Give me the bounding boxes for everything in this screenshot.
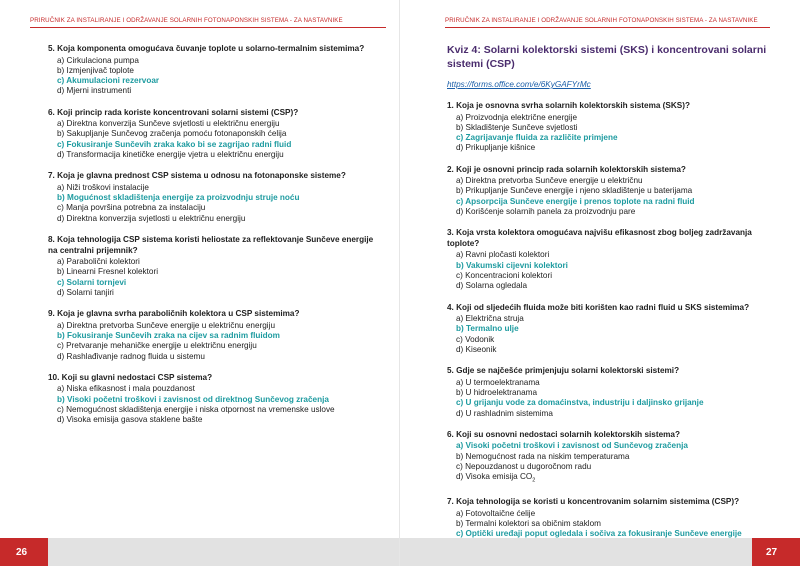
answer-option: d) Rashlađivanje radnog fluida u sistemu (57, 351, 205, 361)
question-block (48, 235, 378, 298)
answer-option: d) Direktna konverzija svjetlosti u električnu energiju (57, 213, 246, 223)
answer-option-correct: b) Vakumski cijevni kolektori (456, 260, 568, 270)
answer-option: b) Prikupljanje Sunčeve energije i njeno skladištenje u baterijama (456, 186, 693, 196)
question-text: 6. Koji su osnovni nedostaci solarnih kolektorskih sistema? (447, 429, 680, 439)
answer-option: d) Korišćenje solarnih panela za proizvodnju pare (456, 207, 636, 217)
question-text: 6. Koji princip rada koriste koncentrovani solarni sistemi (CSP)? (48, 107, 299, 117)
question-block (48, 171, 378, 224)
right-quiz-content (447, 44, 767, 561)
answer-option: d) Prikupljanje kišnice (456, 143, 536, 153)
answer-option-correct: c) Apsorpcija Sunčeve energije i prenos toplote na radni fluid (456, 196, 695, 206)
answer-option: b) Termalni kolektori sa običnim staklom (456, 519, 601, 529)
question-text: 7. Koja je glavna prednost CSP sistema u odnosu na fotonaponske sisteme? (48, 171, 346, 181)
quiz-title: Kviz 4: Solarni kolektorski sistemi (SKS) i koncentrovani solarni sistemi (CSP) (447, 44, 767, 70)
answer-option: a) Direktna konverzija Sunčeve svjetlosti u električnu energiju (57, 119, 280, 129)
question-text: 5. Koja komponenta omogućava čuvanje toplote u solarno-termalnim sistemima? (48, 44, 365, 53)
answer-option: a) Proizvodnja električne energije (456, 112, 578, 122)
question-text: 3. Koja vrsta kolektora omogućava najvišu efikasnost zbog boljeg zadržavanja toplote? (447, 228, 752, 248)
answer-option: a) Fotovoltaične ćelije (456, 508, 536, 518)
question-block (447, 303, 767, 356)
answer-option: c) Koncentracioni kolektori (456, 270, 553, 280)
answer-option: a) Niži troškovi instalacije (57, 182, 149, 192)
question-block (48, 44, 378, 97)
answer-option: b) Nemogućnost rada na niskim temperaturama (456, 451, 630, 461)
answer-option-correct: a) Visoki početni troškovi i zavisnost od Sunčevog zračenja (456, 441, 688, 451)
running-header: PRIRUČNIK ZA INSTALIRANJE I ODRŽAVANJE SOLARNIH FOTONAPONSKIH SISTEMA - ZA NASTAVNIKE (445, 17, 758, 24)
answer-option: a) U termoelektranama (456, 377, 540, 387)
running-header: PRIRUČNIK ZA INSTALIRANJE I ODRŽAVANJE SOLARNIH FOTONAPONSKIH SISTEMA - ZA NASTAVNIKE (30, 17, 343, 24)
answer-option-correct: b) Fokusiranje Sunčevih zraka na cijev sa radnim fluidom (57, 331, 280, 341)
answer-option-correct: c) U grijanju vode za domaćinstva, industriju i daljinsko grijanje (456, 398, 704, 408)
answer-option: b) Skladištenje Sunčeve svjetlosti (456, 122, 578, 132)
answer-option: b) U hidroelektranama (456, 388, 538, 398)
answer-option: a) Parabolični kolektori (57, 257, 140, 267)
co2-subscript: 2 (532, 477, 536, 484)
footer-bar (0, 538, 400, 566)
question-text: 1. Koja je osnovna svrha solarnih kolektorskih sistema (SKS)? (447, 101, 690, 110)
footer-bar (400, 538, 800, 566)
question-block (447, 228, 767, 291)
answer-option: d) Transformacija kinetičke energije vjetra u električnu energiju (57, 150, 284, 160)
answer-option: a) Ravni pločasti kolektori (456, 250, 550, 260)
answer-option: d) Mjerni instrumenti (57, 86, 132, 96)
answer-option-correct: b) Termalno ulje (456, 324, 519, 334)
answer-option-correct: c) Solarni tornjevi (57, 277, 127, 287)
answer-option: a) Direktna pretvorba Sunčeve energije u električnu energiju (57, 320, 276, 330)
left-quiz-content (48, 44, 378, 437)
header-rule (445, 27, 770, 28)
answer-option: d) Visoka emisija gasova staklene bašte (57, 415, 203, 425)
answer-option: d) Solarni tanjiri (57, 287, 114, 297)
question-block (48, 309, 378, 362)
answer-option: c) Nemogućnost skladištenja energije i niska otpornost na vremenske uslove (57, 405, 335, 415)
answer-option: c) Pretvaranje mehaničke energije u električnu energiju (57, 341, 257, 351)
answer-option: c) Manja površina potrebna za instalaciju (57, 203, 206, 213)
question-block (447, 430, 767, 486)
question-text: 5. Gdje se najčešće primjenjuju solarni kolektorski sistemi? (447, 366, 680, 376)
answer-option: b) Linearni Fresnel kolektori (57, 267, 159, 277)
page-number: 26 (16, 547, 28, 558)
answer-option: b) Sakupljanje Sunčevog zračenja pomoću fotonaponskih ćelija (57, 129, 287, 139)
co2-label: d) Visoka emisija CO (456, 472, 533, 482)
answer-option-correct: b) Visoki početni troškovi i zavisnost od direktnog Sunčevog zračenja (57, 394, 329, 404)
answer-option: d) U rashladnim sistemima (456, 408, 553, 418)
question-text: 4. Koji od sljedećih fluida može biti korišten kao radni fluid u SKS sistemima? (447, 302, 750, 312)
question-block (447, 366, 767, 419)
question-block (48, 108, 378, 161)
answer-option-correct: c) Fokusiranje Sunčevih zraka kako bi se zagrijao radni fluid (57, 139, 292, 149)
header-rule (30, 27, 386, 28)
answer-option: a) Cirkulaciona pumpa (57, 55, 139, 65)
answer-option-correct: b) Mogućnost skladištenja energije za proizvodnju struje noću (57, 193, 300, 203)
answer-option: a) Električna struja (456, 314, 524, 324)
answer-option: c) Nepouzdanost u dugoročnom radu (456, 462, 592, 472)
answer-option (447, 472, 767, 486)
answer-option: d) Solarna ogledala (456, 281, 528, 291)
answer-option: c) Vodonik (456, 334, 495, 344)
answer-option-correct: c) Optički uređaji poput ogledala i sočiva za fokusiranje Sunčeve energije (456, 529, 742, 539)
question-block (48, 373, 378, 426)
question-block (447, 101, 767, 154)
question-text: 2. Koji je osnovni princip rada solarnih kolektorskih sistema? (447, 164, 686, 174)
question-text: 7. Koja tehnologija se koristi u koncentrovanim solarnim sistemima (CSP)? (447, 497, 740, 507)
right-page (400, 0, 800, 566)
answer-option-correct: c) Akumulacioni rezervoar (57, 76, 160, 86)
question-block (447, 165, 767, 218)
question-text: 8. Koja tehnologija CSP sistema koristi heliostate za reflektovanje Sunčeve energije na centralni prijemnik? (48, 235, 374, 255)
question-list (447, 101, 767, 550)
answer-option: a) Direktna pretvorba Sunčeve energije u električnu (456, 176, 643, 186)
answer-option: d) Kiseonik (456, 344, 497, 354)
quiz-link[interactable]: https://forms.office.com/e/6KyGAFYrMc (447, 80, 591, 89)
page-number: 27 (766, 547, 778, 558)
answer-option-correct: c) Zagrijavanje fluida za različite primjene (456, 133, 618, 143)
answer-option: b) Izmjenjivač toplote (57, 65, 134, 75)
question-text: 10. Koji su glavni nedostaci CSP sistema? (48, 372, 213, 382)
question-text: 9. Koja je glavna svrha paraboličnih kolektora u CSP sistemima? (48, 309, 300, 319)
answer-option: a) Niska efikasnost i mala pouzdanost (57, 384, 195, 394)
